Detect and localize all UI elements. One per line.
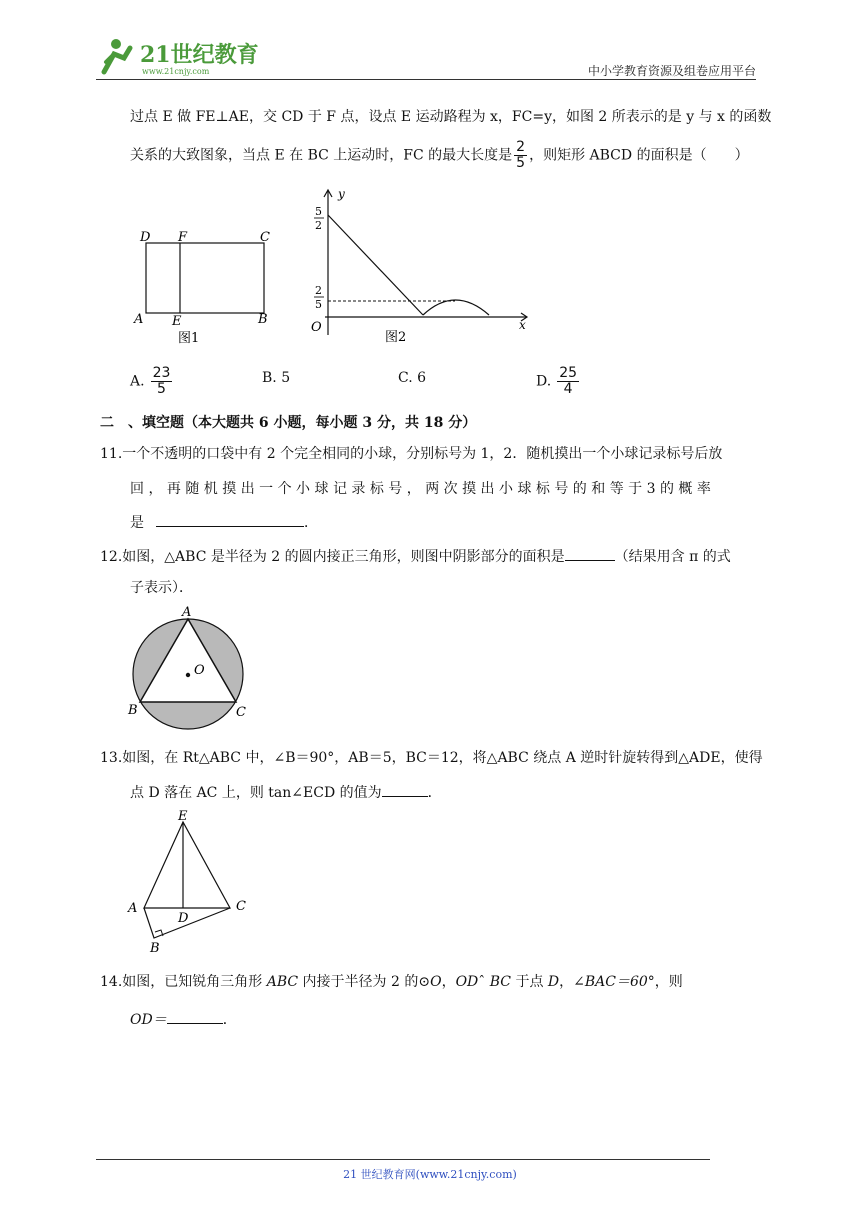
option-a: A. $\frac{23}{5}$ xyxy=(130,365,171,397)
footer-divider xyxy=(96,1159,710,1160)
label-o: O xyxy=(194,663,205,678)
q11-line2: 回 ， 再 随 机 摸 出 一 个 小 球 记 录 标 号 ， 两 次 摸 出 小 球 标 号 的 和 等 于 3 的 概 率 xyxy=(130,481,711,497)
graph-line xyxy=(328,215,423,315)
q10-line2-post: ，则矩形 ABCD 的面积是（ ） xyxy=(529,147,749,164)
graph-arc xyxy=(423,300,489,315)
logo-text: 21世纪教育 xyxy=(140,42,259,68)
center-point xyxy=(186,673,190,677)
q10-line2 xyxy=(130,140,749,171)
label-y: y xyxy=(338,187,345,201)
max-fraction: $\frac{2}{5}$ xyxy=(516,139,526,171)
label-d: D xyxy=(178,911,189,926)
q14-line1: 14.如图，已知锐角三角形 ABC 内接于半径为 2 的⊙O，ODˆ BC 于点 D，∠BAC＝60°，则 xyxy=(100,974,683,990)
header-divider xyxy=(96,79,756,80)
q14-line2: OD＝ ． xyxy=(130,1009,237,1030)
label-a: A xyxy=(134,312,144,327)
figure-1 xyxy=(130,225,280,350)
tick-mid-den: 5 xyxy=(315,298,322,311)
option-b: B. 5 xyxy=(262,370,291,386)
option-c: C. 6 xyxy=(398,370,427,386)
logo-url: www.21cnjy.com xyxy=(142,67,210,76)
caption-fig1: 图1 xyxy=(178,331,200,346)
label-c: C xyxy=(236,705,246,720)
section-title: 二 、填空题（本大题共 6 小题，每小题 3 分，共 18 分） xyxy=(100,415,477,431)
option-d: D. $\frac{25}{4}$ xyxy=(536,365,578,397)
triangle-aec xyxy=(144,822,230,908)
label-c: C xyxy=(260,230,270,245)
figure-q12-circle xyxy=(124,604,254,730)
platform-name: 中小学教育资源及组卷应用平台 xyxy=(587,64,756,78)
q13-line1: 13.如图，在 Rt△ABC 中，∠B＝90°，AB＝5，BC＝12，将△ABC 绕点 A 逆时针旋转得到△ADE，使得 xyxy=(100,750,763,766)
tick-top-num: 5 xyxy=(315,205,322,218)
label-a: A xyxy=(128,901,138,916)
caption-fig2: 图2 xyxy=(385,330,407,345)
answer-blank-q13 xyxy=(382,782,428,797)
label-o: O xyxy=(311,320,322,335)
site-logo xyxy=(96,34,266,78)
label-b: B xyxy=(258,312,268,327)
q13-line2: 点 D 落在 AC 上，则 tan∠ECD 的值为 ． xyxy=(130,782,442,803)
q12-line2: 子表示）． xyxy=(130,580,193,596)
label-x: x xyxy=(519,318,526,332)
answer-blank-q14 xyxy=(167,1009,223,1024)
q11-line1: 11.一个不透明的口袋中有 2 个完全相同的小球，分别标号为 1，2．随机摸出一个小球记录标号后放 xyxy=(100,446,723,462)
tick-top-den: 2 xyxy=(315,219,322,232)
tick-mid-num: 2 xyxy=(315,284,322,297)
runner-logo-icon xyxy=(104,39,130,72)
label-f: F xyxy=(178,230,188,245)
q10-line1: 过点 E 做 FE⊥AE，交 CD 于 F 点，设点 E 运动路程为 x，FC=y，如图 2 所表示的是 y 与 x 的函数 xyxy=(130,109,772,125)
label-b: B xyxy=(150,941,160,955)
rectangle-abcd xyxy=(146,243,264,313)
label-e: E xyxy=(178,810,188,824)
answer-blank-q11 xyxy=(156,512,304,527)
figure-2 xyxy=(305,185,535,350)
label-e: E xyxy=(172,314,182,329)
q12-line1: 12.如图，△ABC 是半径为 2 的圆内接正三角形，则图中阴影部分的面积是 （结果用含 π 的式 xyxy=(100,546,731,567)
label-d: D xyxy=(140,230,151,245)
q10-line2-pre: 关系的大致图象，当点 E 在 BC 上运动时，FC 的最大长度是 xyxy=(130,147,513,164)
label-b: B xyxy=(128,703,138,718)
figure-q13-triangles xyxy=(124,810,264,955)
label-c: C xyxy=(236,899,246,914)
footer-text: 21 世纪教育网(www.21cnjy.com) xyxy=(343,1168,517,1181)
answer-blank-q12 xyxy=(565,546,615,561)
q11-line3: 是 ． xyxy=(130,512,318,533)
label-a: A xyxy=(182,605,192,620)
